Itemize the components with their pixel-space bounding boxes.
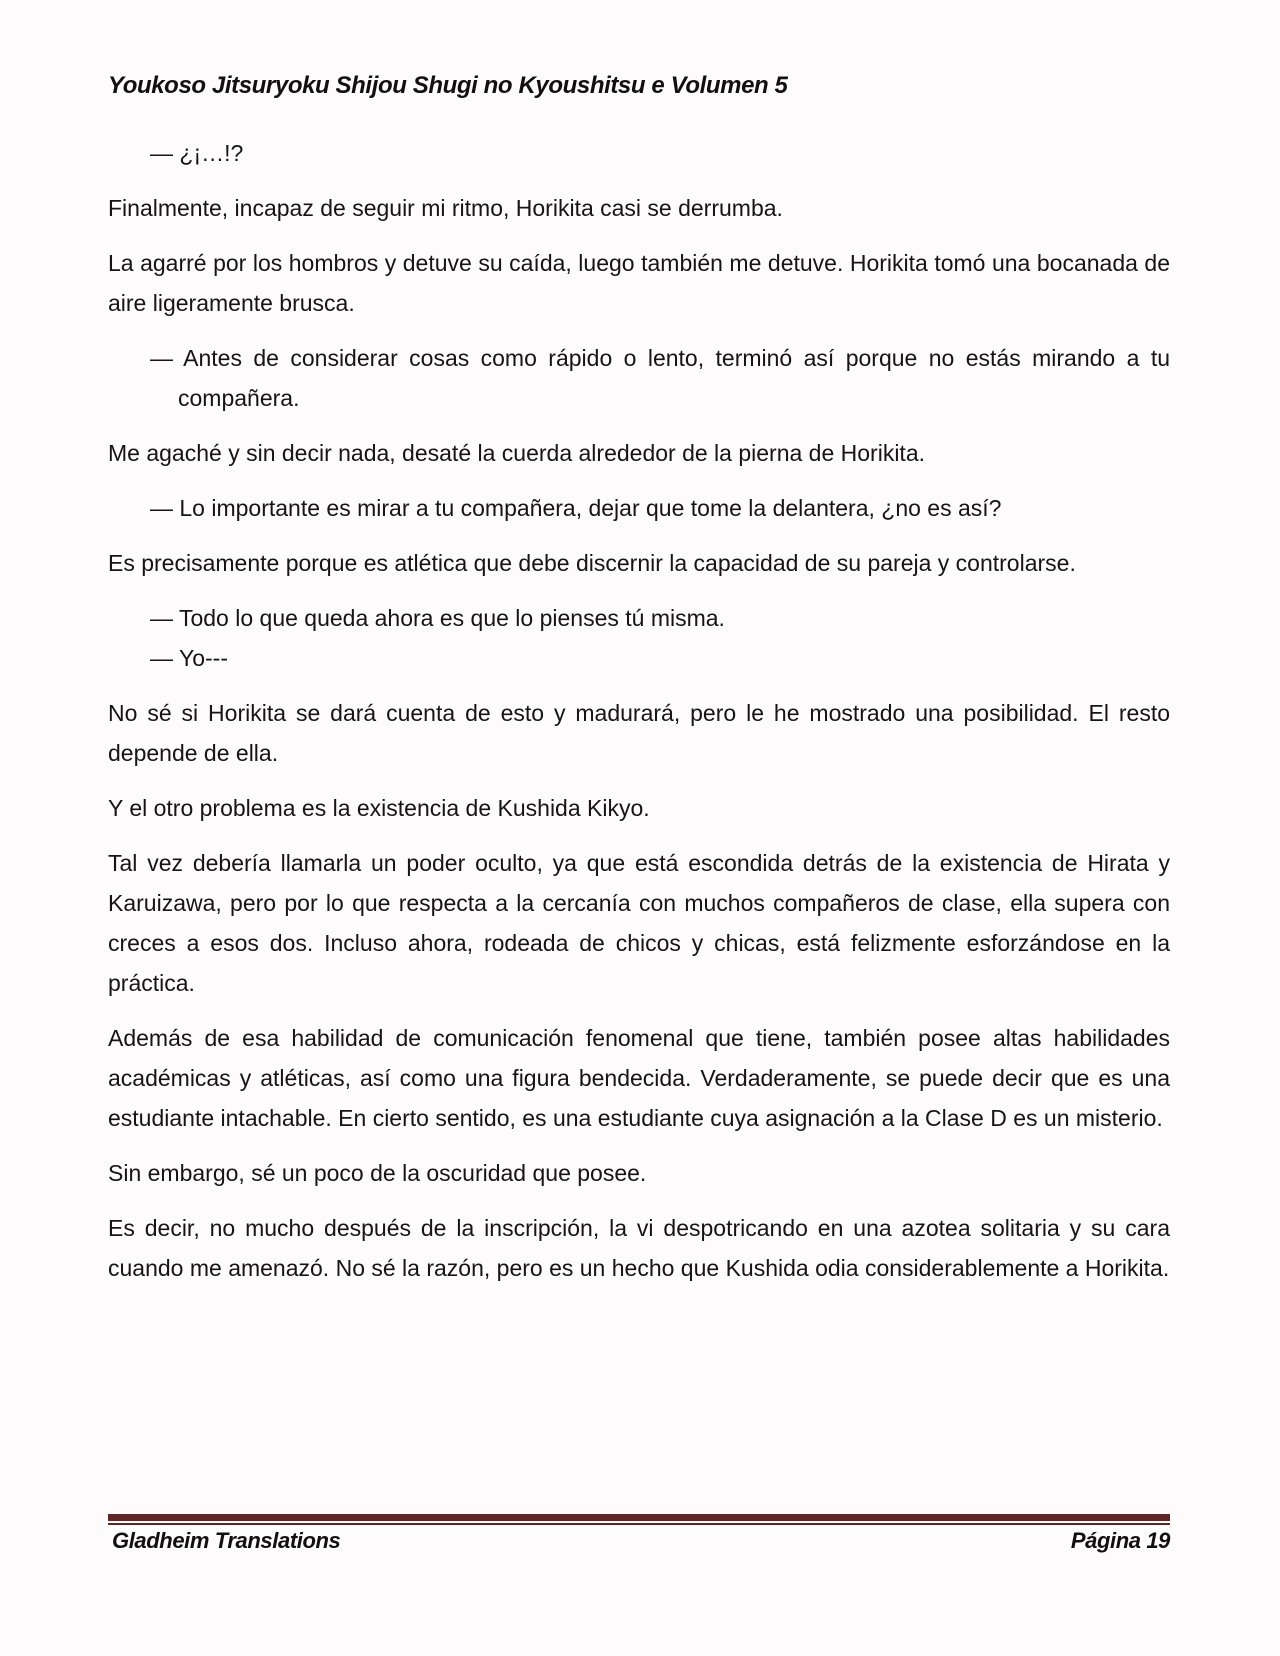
page-header-title: Youkoso Jitsuryoku Shijou Shugi no Kyoushitsu e Volumen 5	[108, 72, 788, 99]
dialogue-group	[108, 598, 1170, 678]
footer-divider-bar	[108, 1514, 1170, 1521]
paragraph: No sé si Horikita se dará cuenta de esto y madurará, pero le he mostrado una posibilidad. El resto depende de ella.	[108, 700, 1170, 766]
paragraph: La agarré por los hombros y detuve su caída, luego también me detuve. Horikita tomó una bocanada de aire ligeramente brusca.	[108, 250, 1170, 316]
dialogue-line: — Antes de considerar cosas como rápido o lento, terminó así porque no estás mirando a tu compañera.	[150, 345, 1170, 411]
paragraph: Finalmente, incapaz de seguir mi ritmo, Horikita casi se derrumba.	[108, 195, 783, 221]
paragraph: Tal vez debería llamarla un poder oculto, ya que está escondida detrás de la existencia de Hirata y Karuizawa, pero por lo que respecta a la cercanía con muchos compañeros de clase, ella supera con creces a esos dos. Incluso ahora, rodeada de chicos y chicas, está felizmente esforzándose en la práctica.	[108, 850, 1170, 996]
footer-page-number: Página 19	[1070, 1528, 1170, 1553]
paragraph: Sin embargo, sé un poco de la oscuridad que posee.	[108, 1160, 647, 1186]
dialogue-line: — Todo lo que queda ahora es que lo pienses tú misma.	[150, 605, 725, 631]
paragraph: Es decir, no mucho después de la inscripción, la vi despotricando en una azotea solitaria y su cara cuando me amenazó. No sé la razón, pero es un hecho que Kushida odia considerablemente a Horikita.	[108, 1215, 1170, 1281]
paragraph: Y el otro problema es la existencia de Kushida Kikyo.	[108, 795, 650, 821]
dialogue-line: — ¿¡…!?	[150, 140, 244, 166]
footer-divider-line	[108, 1523, 1170, 1525]
paragraph: Además de esa habilidad de comunicación fenomenal que tiene, también posee altas habilidades académicas y atléticas, así como una figura bendecida. Verdaderamente, se puede decir que es una estudiante intachable. En cierto sentido, es una estudiante cuya asignación a la Clase D es un misterio.	[108, 1025, 1170, 1131]
footer-brand: Gladheim Translations	[112, 1528, 341, 1553]
footer-divider	[108, 1514, 1170, 1525]
dialogue-line: — Lo importante es mirar a tu compañera, dejar que tome la delantera, ¿no es así?	[150, 495, 1002, 521]
page-body-text	[108, 133, 1170, 1303]
page-footer	[112, 1528, 1170, 1554]
paragraph: Es precisamente porque es atlética que debe discernir la capacidad de su pareja y controlarse.	[108, 550, 1076, 576]
paragraph: Me agaché y sin decir nada, desaté la cuerda alrededor de la pierna de Horikita.	[108, 440, 925, 466]
dialogue-line: — Yo---	[150, 645, 228, 671]
